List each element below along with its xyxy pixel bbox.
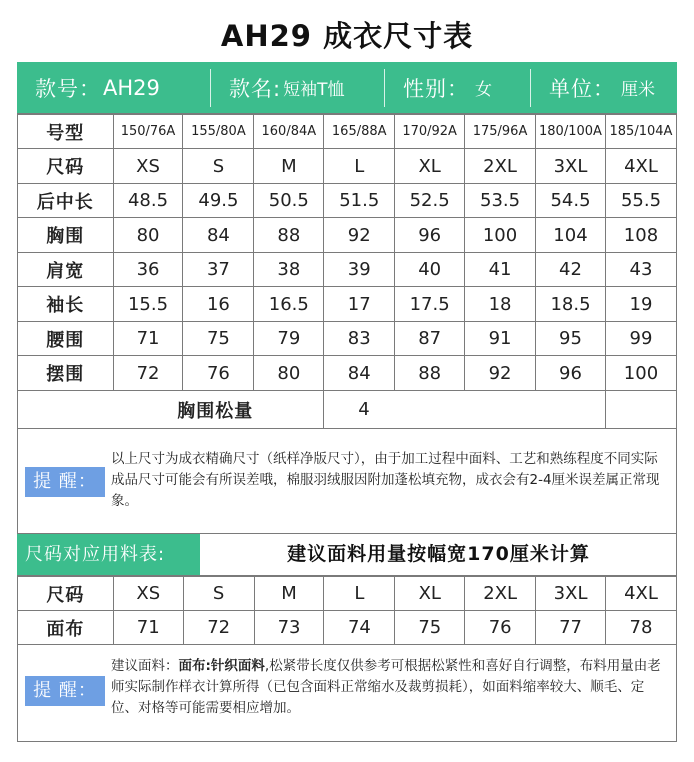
table-cell: L [324, 149, 395, 184]
table-cell: 52.5 [395, 184, 465, 218]
row-label: 后中长 [18, 184, 114, 218]
table-cell: 80 [254, 356, 324, 391]
table-cell: 17.5 [395, 287, 465, 322]
table-cell: 49.5 [183, 184, 254, 218]
table-cell: M [254, 577, 324, 611]
fabric-suggestion-bold: 面布:针织面料 [178, 658, 265, 674]
table-cell-empty [605, 391, 676, 429]
table-cell: 76 [465, 611, 536, 645]
row-label: 尺码 [18, 149, 114, 184]
style-name-cell [211, 62, 384, 113]
table-cell: 80 [113, 218, 183, 253]
style-name-label: 款名: [229, 76, 282, 101]
style-number-cell [17, 62, 210, 113]
table-cell: 36 [113, 253, 183, 287]
table-cell: 51.5 [324, 184, 395, 218]
table-cell: 41 [465, 253, 536, 287]
table-row [18, 322, 677, 356]
row-label: 面布 [18, 611, 114, 645]
unit-label: 单位： [549, 76, 615, 101]
table-cell: 40 [395, 253, 465, 287]
size-table [17, 114, 677, 429]
table-cell: 180/100A [536, 115, 606, 149]
table-cell: 150/76A [113, 115, 183, 149]
row-label: 尺码 [18, 577, 114, 611]
table-cell: 84 [183, 218, 254, 253]
row-label: 胸围 [18, 218, 114, 253]
table-cell: 73 [254, 611, 324, 645]
fabric-suggestion-body: ,松紧带长度仅供参考可根据松紧性和喜好自行调整，布料用量由老师实际制作样衣计算所得（已包含面料正常缩水及裁剪损耗），如面料缩率较大、顺毛、定位、对格等可能需要相应增加。 [111, 658, 661, 716]
table-cell: 96 [395, 218, 465, 253]
table-cell: 50.5 [254, 184, 324, 218]
table-cell: 87 [395, 322, 465, 356]
table-row [18, 287, 677, 322]
table-cell: 16.5 [254, 287, 324, 322]
table-cell: 71 [113, 322, 183, 356]
table-cell: 55.5 [605, 184, 676, 218]
ease-label: 胸围松量 [18, 391, 324, 429]
table-cell: S [183, 149, 254, 184]
table-cell: 100 [465, 218, 536, 253]
table-row [18, 577, 677, 611]
table-cell: 4XL [606, 577, 677, 611]
table-cell: 3XL [536, 149, 606, 184]
gender-value: 女 [475, 80, 492, 100]
table-cell: 155/80A [183, 115, 254, 149]
table-cell: 79 [254, 322, 324, 356]
table-cell: S [183, 577, 254, 611]
table-cell: 185/104A [605, 115, 676, 149]
row-label: 摆围 [18, 356, 114, 391]
reminder-text [111, 656, 667, 719]
row-label: 肩宽 [18, 253, 114, 287]
table-row [18, 115, 677, 149]
style-name-value: 短袖T恤 [283, 80, 345, 100]
table-cell: XS [113, 577, 183, 611]
table-cell: 96 [536, 356, 606, 391]
fabric-table-title: 建议面料用量按幅宽170厘米计算 [287, 543, 590, 565]
fabric-table [17, 576, 677, 645]
table-cell: 92 [465, 356, 536, 391]
table-cell: 4XL [605, 149, 676, 184]
note-reminder-1 [17, 429, 677, 534]
table-cell: 88 [395, 356, 465, 391]
style-number-value: AH29 [103, 75, 160, 100]
table-cell: 37 [183, 253, 254, 287]
table-row [18, 149, 677, 184]
table-cell: 72 [183, 611, 254, 645]
table-cell: 16 [183, 287, 254, 322]
table-cell: 175/96A [465, 115, 536, 149]
fabric-table-tab: 尺码对应用料表: [17, 534, 200, 575]
table-cell: 108 [605, 218, 676, 253]
row-label: 袖长 [18, 287, 114, 322]
table-cell: 3XL [536, 577, 606, 611]
table-cell: 18.5 [536, 287, 606, 322]
fabric-suggestion-prefix: 建议面料： [111, 658, 179, 674]
table-cell: 100 [605, 356, 676, 391]
table-row [18, 253, 677, 287]
table-cell: 77 [536, 611, 606, 645]
table-row [18, 356, 677, 391]
table-row [18, 218, 677, 253]
table-cell: 88 [254, 218, 324, 253]
info-header [17, 62, 677, 114]
table-cell: 18 [465, 287, 536, 322]
table-cell: 83 [324, 322, 395, 356]
table-cell: 54.5 [536, 184, 606, 218]
note-reminder-2 [17, 644, 677, 742]
reminder-badge: 提 醒： [25, 467, 105, 497]
ease-value: 4 [324, 391, 606, 429]
table-cell: 74 [324, 611, 395, 645]
table-cell: 75 [395, 611, 465, 645]
table-row [18, 184, 677, 218]
table-cell: 99 [605, 322, 676, 356]
table-cell: 2XL [465, 149, 536, 184]
table-cell: M [254, 149, 324, 184]
table-cell: 104 [536, 218, 606, 253]
table-cell: 75 [183, 322, 254, 356]
table-cell: L [324, 577, 395, 611]
table-cell: 165/88A [324, 115, 395, 149]
gender-label: 性别： [403, 76, 469, 101]
table-cell: 95 [536, 322, 606, 356]
table-cell: 170/92A [395, 115, 465, 149]
table-row [18, 611, 677, 645]
table-cell: 39 [324, 253, 395, 287]
table-cell: 19 [605, 287, 676, 322]
table-cell: 48.5 [113, 184, 183, 218]
table-cell: 71 [113, 611, 183, 645]
table-cell: 43 [605, 253, 676, 287]
unit-value: 厘米 [621, 80, 655, 100]
style-number-label: 款号： [35, 76, 101, 101]
table-cell: 92 [324, 218, 395, 253]
table-cell: 15.5 [113, 287, 183, 322]
table-cell: 76 [183, 356, 254, 391]
row-label: 腰围 [18, 322, 114, 356]
table-cell: XL [395, 577, 465, 611]
table-cell: 72 [113, 356, 183, 391]
table-cell: 17 [324, 287, 395, 322]
table-cell: XS [113, 149, 183, 184]
reminder-text: 以上尺寸为成衣精确尺寸（纸样净版尺寸），由于加工过程中面料、工艺和熟练程度不同实际成品尺寸可能会有所误差哦，棉服羽绒服因附加蓬松填充物，成衣会有2-4厘米误差属正常现象。 [111, 451, 660, 509]
gender-cell [385, 62, 530, 113]
table-cell: 84 [324, 356, 395, 391]
table-cell: 53.5 [465, 184, 536, 218]
table-cell: 160/84A [254, 115, 324, 149]
table-cell: 91 [465, 322, 536, 356]
fabric-section-header [17, 534, 677, 576]
row-label: 号型 [18, 115, 114, 149]
table-cell: 78 [606, 611, 677, 645]
table-cell: 38 [254, 253, 324, 287]
ease-row [18, 391, 677, 429]
reminder-badge: 提 醒： [25, 676, 105, 706]
page-title: AH29 成衣尺寸表 [220, 19, 474, 53]
table-cell: XL [395, 149, 465, 184]
table-cell: 42 [536, 253, 606, 287]
table-cell: 2XL [465, 577, 536, 611]
unit-cell [531, 62, 676, 113]
